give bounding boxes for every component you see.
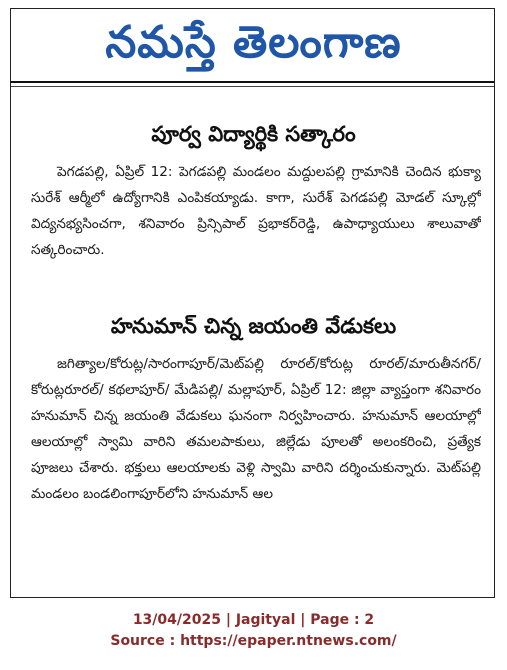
clipping-source-line: Source : https://epaper.ntnews.com/ — [110, 633, 397, 649]
article-paragraph: పెగడపల్లి, ఏప్రిల్ 12: పెగడపల్లి మండలం మద్దులపల్లి గ్రామానికి చెందిన భుక్యా సురేశ్ ఆర్మీలో ఉద్యోగానికి ఎంపికయ్యాడు. కాగా, సురేశ్ పెగడపల్లి మోడల్ స్కూల్లో విద్యనభ్యసించగా, శనివారం ప్రిన్సిపాల్ ప్రభాకర్‌రెడ్డి, ఉపాధ్యాయులు శాలువాతో సత్కరించారు. — [31, 164, 481, 258]
newspaper-clipping — [10, 8, 495, 598]
newspaper-masthead: నమస్తే తెలంగాణ — [105, 17, 402, 68]
clipping-date-line: 13/04/2025 | Jagityal | Page : 2 — [132, 612, 375, 628]
article-headline: హనుమాన్ చిన్న జయంతి వేడుకలు — [110, 314, 397, 338]
masthead-rule-secondary — [11, 86, 495, 87]
article-body — [31, 351, 481, 598]
masthead-rule — [11, 81, 495, 83]
article-body — [31, 159, 481, 315]
article-headline: పూర్వ విద్యార్థికి సత్కారం — [151, 122, 356, 146]
article-paragraph: జగిత్యాల/కోరుట్ల/సారంగాపూర్/మెట్‌పల్లి రూరల్/కోరుట్ల రూరల్/మారుతీనగర్/ కోరుట్లరూరల్/ కథలాపూర్/ మేడిపల్లి/ మల్లాపూర్, ఏప్రిల్ 12: జిల్లా వ్యాప్తంగా శనివారం హనుమాన్ చిన్న జయంతి వేడుకలు ఘనంగా నిర్వహించారు. హనుమాన్ ఆలయాల్లో ఆలయాల్లో స్వామి వారిని తమలపాకులు, జిల్లేడు పూలతో అలంకరించి, ప్రత్యేక పూజలు చేశారు. భక్తులు ఆలయాలకు వెళ్లి స్వామి వారిని దర్శించుకున్నారు. మెట్‌పల్లి మండలం బండలింగాపూర్‌లోని హనుమాన్ ఆల — [31, 356, 481, 502]
